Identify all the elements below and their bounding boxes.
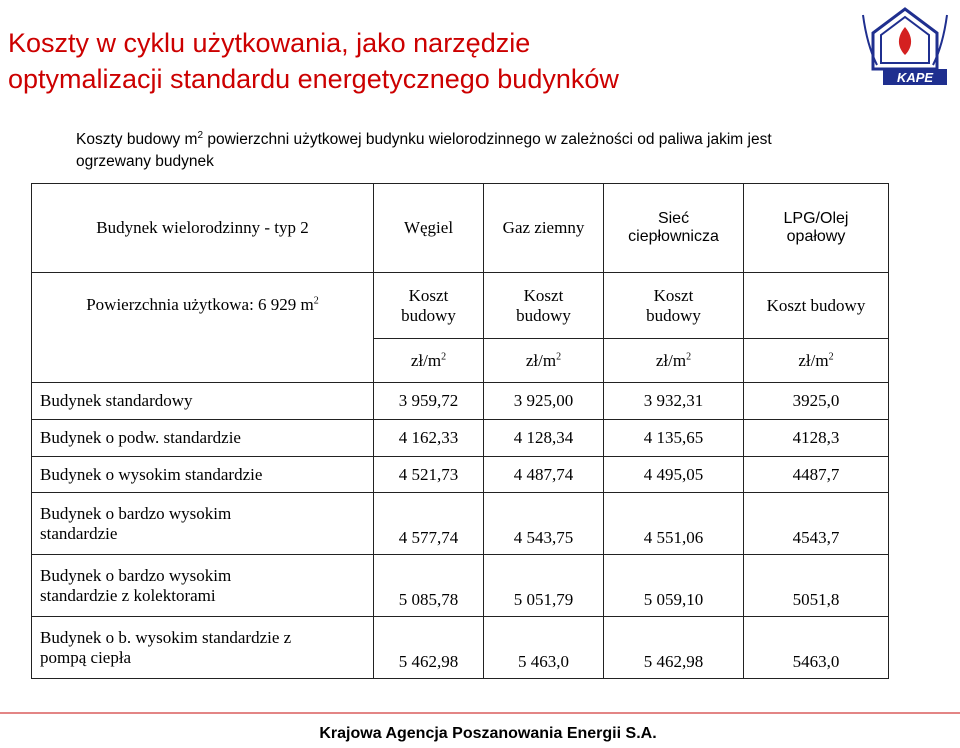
value-gas: 4 487,74: [484, 457, 604, 493]
value-lpg-oil: 4543,7: [744, 493, 889, 555]
table-row: [32, 617, 889, 679]
row-label: Budynek o wysokim standardzie: [32, 457, 374, 493]
value-district-heating: 4 551,06: [604, 493, 744, 555]
value-lpg-oil: 5051,8: [744, 555, 889, 617]
table-row: [32, 457, 889, 493]
row-label: Budynek standardowy: [32, 383, 374, 420]
page-title: [8, 25, 848, 97]
cost-label-4: Koszt budowy: [744, 273, 889, 339]
unit-1: $zł/m^2$: [374, 339, 484, 383]
header-fuel-lpg-oil: LPG/Olej opałowy: [744, 184, 889, 273]
area-cell: Powierzchnia użytkowa: 6 929 $m^2$: [32, 273, 374, 383]
cost-label-3: Koszt budowy: [604, 273, 744, 339]
page-title-line-2: optymalizacji standardu energetycznego budynków: [8, 64, 619, 94]
value-coal: 3 959,72: [374, 383, 484, 420]
value-district-heating: 5 462,98: [604, 617, 744, 679]
value-lpg-oil: 5463,0: [744, 617, 889, 679]
value-coal: 5 462,98: [374, 617, 484, 679]
table-caption: [76, 125, 936, 173]
cost-label-row: [32, 273, 889, 339]
logo-text: KAPE: [896, 70, 934, 85]
header-fuel-gas: Gaz ziemny: [484, 184, 604, 273]
caption-line-1: Koszty budowy $m^2$ powierzchni użytkowej budynku wielorodzinnego w zależności od paliwa jakim jest: [76, 130, 772, 149]
row-label: Budynek o bardzo wysokim standardzie z kolektorami: [32, 555, 374, 617]
value-district-heating: 4 135,65: [604, 420, 744, 457]
unit-4: $zł/m^2$: [744, 339, 889, 383]
header-fuel-coal: Węgiel: [374, 184, 484, 273]
row-label: Budynek o podw. standardzie: [32, 420, 374, 457]
value-gas: 3 925,00: [484, 383, 604, 420]
value-coal: 4 577,74: [374, 493, 484, 555]
unit-2: $zł/m^2$: [484, 339, 604, 383]
value-district-heating: 3 932,31: [604, 383, 744, 420]
caption-line-2: ogrzewany budynek: [76, 153, 214, 171]
value-gas: 4 128,34: [484, 420, 604, 457]
table-row: [32, 555, 889, 617]
value-lpg-oil: 4487,7: [744, 457, 889, 493]
value-district-heating: 5 059,10: [604, 555, 744, 617]
value-coal: 4 162,33: [374, 420, 484, 457]
value-coal: 5 085,78: [374, 555, 484, 617]
table-row: [32, 420, 889, 457]
value-lpg-oil: 3925,0: [744, 383, 889, 420]
value-gas: 4 543,75: [484, 493, 604, 555]
value-lpg-oil: 4128,3: [744, 420, 889, 457]
footer-text: Krajowa Agencja Poszanowania Energii S.A.: [319, 725, 657, 742]
unit-3: $zł/m^2$: [604, 339, 744, 383]
value-gas: 5 051,79: [484, 555, 604, 617]
value-coal: 4 521,73: [374, 457, 484, 493]
table-row: [32, 383, 889, 420]
footer-divider: [0, 712, 960, 714]
flame-icon: [899, 27, 911, 55]
header-row: [32, 184, 889, 273]
value-district-heating: 4 495,05: [604, 457, 744, 493]
table-row: [32, 493, 889, 555]
cost-label-1: Koszt budowy: [374, 273, 484, 339]
value-gas: 5 463,0: [484, 617, 604, 679]
page-title-line-1: Koszty w cyklu użytkowania, jako narzędzie: [8, 28, 531, 58]
cost-table: [31, 183, 889, 679]
header-fuel-district-heating: Sieć ciepłownicza: [604, 184, 744, 273]
cost-label-2: Koszt budowy: [484, 273, 604, 339]
kape-logo-graphic: [855, 5, 955, 93]
header-corner: Budynek wielorodzinny - typ 2: [32, 184, 374, 273]
kape-logo: [855, 5, 955, 93]
row-label: Budynek o b. wysokim standardzie z pompą ciepła: [32, 617, 374, 679]
row-label: Budynek o bardzo wysokim standardzie: [32, 493, 374, 555]
